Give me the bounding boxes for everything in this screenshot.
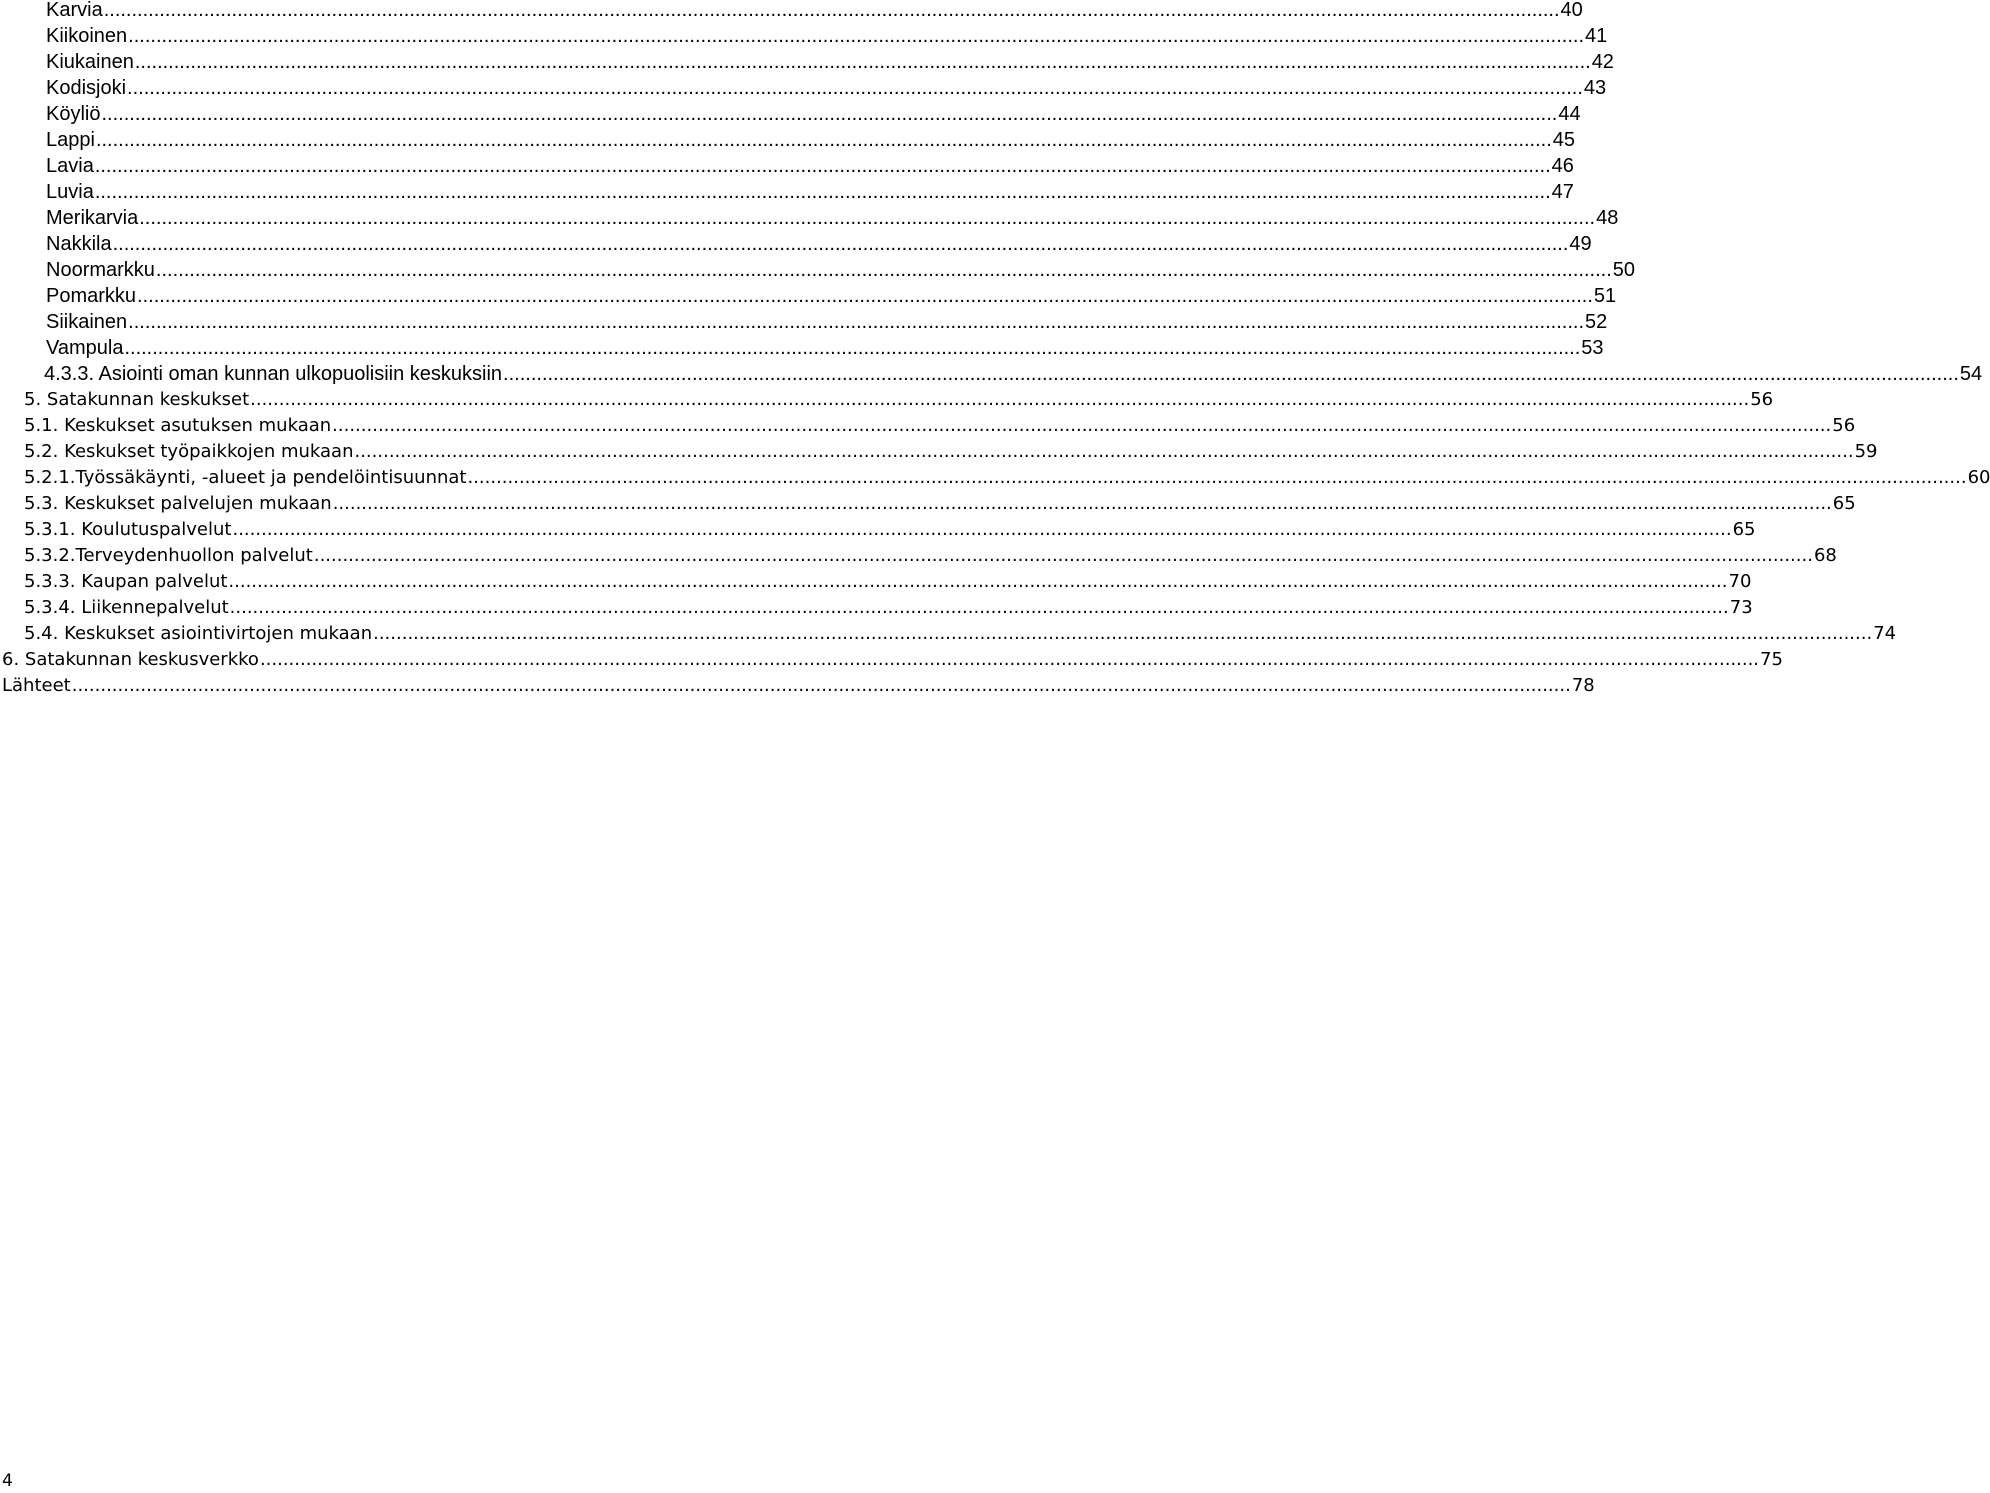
- toc-entry-label: 5.3.2.Terveydenhuollon palvelut: [24, 545, 313, 566]
- toc-entry-5-3-2[interactable]: [24, 543, 1837, 569]
- dot-leader: ......................................................................................................................................................................................................................................................................: [124, 337, 1581, 359]
- toc-entry-5-2-1[interactable]: [24, 465, 1990, 491]
- toc-page-number: 59: [1854, 441, 1878, 462]
- dot-leader: ......................................................................................................................................................................................................................................................................: [71, 675, 1571, 696]
- toc-entry-4-3-3[interactable]: [44, 361, 1983, 387]
- dot-leader: ......................................................................................................................................................................................................................................................................: [94, 155, 1551, 177]
- toc-entry-5-3[interactable]: [24, 491, 1856, 517]
- dot-leader: ......................................................................................................................................................................................................................................................................: [313, 545, 1813, 566]
- toc-page-number: 56: [1832, 415, 1856, 436]
- dot-leader: ......................................................................................................................................................................................................................................................................: [332, 493, 1832, 514]
- toc-page-number: 46: [1551, 155, 1574, 177]
- toc-entry-kiikoinen[interactable]: [46, 23, 1608, 49]
- toc-entry-koylio[interactable]: [46, 101, 1581, 127]
- toc-page-number: 44: [1558, 103, 1581, 125]
- toc-page-number: 78: [1571, 675, 1595, 696]
- toc-entry-label: Kiikoinen: [46, 25, 128, 47]
- toc-entry-5-3-4[interactable]: [24, 595, 1753, 621]
- dot-leader: ......................................................................................................................................................................................................................................................................: [332, 415, 1832, 436]
- toc-entry-5-3-3[interactable]: [24, 569, 1752, 595]
- toc-page-number: 53: [1581, 337, 1604, 359]
- toc-entry-merikarvia[interactable]: [46, 205, 1619, 231]
- toc-entry-5[interactable]: [24, 387, 1774, 413]
- toc-page-number: 65: [1732, 519, 1756, 540]
- toc-entry-label: 5.1. Keskukset asutuksen mukaan: [24, 415, 332, 436]
- dot-leader: ......................................................................................................................................................................................................................................................................: [232, 519, 1732, 540]
- dot-leader: ......................................................................................................................................................................................................................................................................: [373, 623, 1873, 644]
- page-number: 4: [2, 1471, 13, 1491]
- toc-page-number: 74: [1873, 623, 1897, 644]
- toc-entry-6[interactable]: [2, 647, 1783, 673]
- toc-page-number: 73: [1729, 597, 1753, 618]
- toc-entry-label: 5.3.3. Kaupan palvelut: [24, 571, 228, 592]
- toc-entry-label: Lavia: [46, 155, 94, 177]
- toc-entry-label: 5. Satakunnan keskukset: [24, 389, 250, 410]
- dot-leader: ......................................................................................................................................................................................................................................................................: [134, 51, 1591, 73]
- toc-entry-label: Nakkila: [46, 233, 112, 255]
- toc-entry-siikainen[interactable]: [46, 309, 1608, 335]
- dot-leader: ......................................................................................................................................................................................................................................................................: [101, 103, 1558, 125]
- toc-entry-label: 6. Satakunnan keskusverkko: [2, 649, 259, 670]
- toc-entry-lappi[interactable]: [46, 127, 1576, 153]
- toc-entry-label: 5.2.1.Työssäkäynti, -alueet ja pendelöintisuunnat: [24, 467, 467, 488]
- dot-leader: ......................................................................................................................................................................................................................................................................: [128, 311, 1585, 333]
- toc-page-number: 51: [1593, 285, 1617, 307]
- toc-entry-label: Luvia: [46, 181, 94, 203]
- toc-entry-noormarkku[interactable]: [46, 257, 1636, 283]
- dot-leader: ......................................................................................................................................................................................................................................................................: [229, 597, 1729, 618]
- dot-leader: ......................................................................................................................................................................................................................................................................: [354, 441, 1854, 462]
- dot-leader: ......................................................................................................................................................................................................................................................................: [137, 285, 1593, 307]
- toc-entry-label: Lappi: [46, 129, 95, 151]
- toc-entry-label: 5.2. Keskukset työpaikkojen mukaan: [24, 441, 354, 462]
- toc-page-number: 65: [1832, 493, 1856, 514]
- toc-entry-pomarkku[interactable]: [46, 283, 1617, 309]
- toc-entry-label: Siikainen: [46, 311, 128, 333]
- toc-page-number: 50: [1612, 259, 1636, 281]
- dot-leader: ......................................................................................................................................................................................................................................................................: [155, 259, 1612, 281]
- toc-page-number: 75: [1760, 649, 1783, 670]
- toc-entry-karvia[interactable]: [46, 0, 1583, 23]
- toc-entry-label: 5.3.1. Koulutuspalvelut: [24, 519, 232, 540]
- toc-page-number: 41: [1585, 25, 1608, 47]
- toc-entry-5-4[interactable]: [24, 621, 1897, 647]
- toc-entry-lahteet[interactable]: [2, 673, 1595, 699]
- toc-entry-lavia[interactable]: [46, 153, 1574, 179]
- toc-page-number: 70: [1728, 571, 1752, 592]
- dot-leader: ......................................................................................................................................................................................................................................................................: [259, 649, 1760, 670]
- dot-leader: ......................................................................................................................................................................................................................................................................: [228, 571, 1728, 592]
- toc-page-number: 48: [1596, 207, 1619, 229]
- toc-entry-5-2[interactable]: [24, 439, 1878, 465]
- toc-page-number: 56: [1750, 389, 1774, 410]
- toc-entry-label: Karvia: [46, 0, 103, 21]
- toc-page-number: 40: [1560, 0, 1583, 21]
- dot-leader: ......................................................................................................................................................................................................................................................................: [503, 363, 1959, 385]
- toc-entry-label: 5.4. Keskukset asiointivirtojen mukaan: [24, 623, 373, 644]
- toc-entry-nakkila[interactable]: [46, 231, 1592, 257]
- toc-entry-label: Kiukainen: [46, 51, 134, 73]
- toc-entry-label: Merikarvia: [46, 207, 139, 229]
- toc-entry-label: Kodisjoki: [46, 77, 127, 99]
- dot-leader: ......................................................................................................................................................................................................................................................................: [103, 0, 1560, 21]
- toc-page-number: 68: [1813, 545, 1837, 566]
- toc-entry-kiukainen[interactable]: [46, 49, 1614, 75]
- toc-entry-label: 5.3. Keskukset palvelujen mukaan: [24, 493, 332, 514]
- toc-page-number: 49: [1569, 233, 1592, 255]
- dot-leader: ......................................................................................................................................................................................................................................................................: [128, 25, 1585, 47]
- toc-page-number: 47: [1551, 181, 1574, 203]
- toc-entry-label: 5.3.4. Liikennepalvelut: [24, 597, 229, 618]
- toc-entry-label: 4.3.3. Asiointi oman kunnan ulkopuolisiin keskuksiin: [44, 363, 503, 385]
- dot-leader: ......................................................................................................................................................................................................................................................................: [139, 207, 1596, 229]
- dot-leader: ......................................................................................................................................................................................................................................................................: [94, 181, 1551, 203]
- toc-entry-label: Pomarkku: [46, 285, 137, 307]
- toc-entry-label: Lähteet: [2, 675, 71, 696]
- toc-entry-vampula[interactable]: [46, 335, 1604, 361]
- toc-entry-5-1[interactable]: [24, 413, 1856, 439]
- toc-entry-label: Vampula: [46, 337, 124, 359]
- toc-page-number: 54: [1959, 363, 1983, 385]
- dot-leader: ......................................................................................................................................................................................................................................................................: [112, 233, 1569, 255]
- toc-entry-kodisjoki[interactable]: [46, 75, 1607, 101]
- dot-leader: ......................................................................................................................................................................................................................................................................: [127, 77, 1583, 99]
- toc-entry-label: Noormarkku: [46, 259, 155, 281]
- toc-page-number: 52: [1585, 311, 1608, 333]
- toc-entry-luvia[interactable]: [46, 179, 1574, 205]
- toc-page-number: 43: [1583, 77, 1607, 99]
- toc-entry-5-3-1[interactable]: [24, 517, 1756, 543]
- toc-page-number: 45: [1552, 129, 1576, 151]
- dot-leader: ......................................................................................................................................................................................................................................................................: [95, 129, 1552, 151]
- toc-entry-label: Köyliö: [46, 103, 101, 125]
- toc-page-number: 42: [1591, 51, 1614, 73]
- toc-page-number: 60: [1967, 467, 1990, 488]
- dot-leader: ......................................................................................................................................................................................................................................................................: [467, 467, 1967, 488]
- dot-leader: ......................................................................................................................................................................................................................................................................: [250, 389, 1750, 410]
